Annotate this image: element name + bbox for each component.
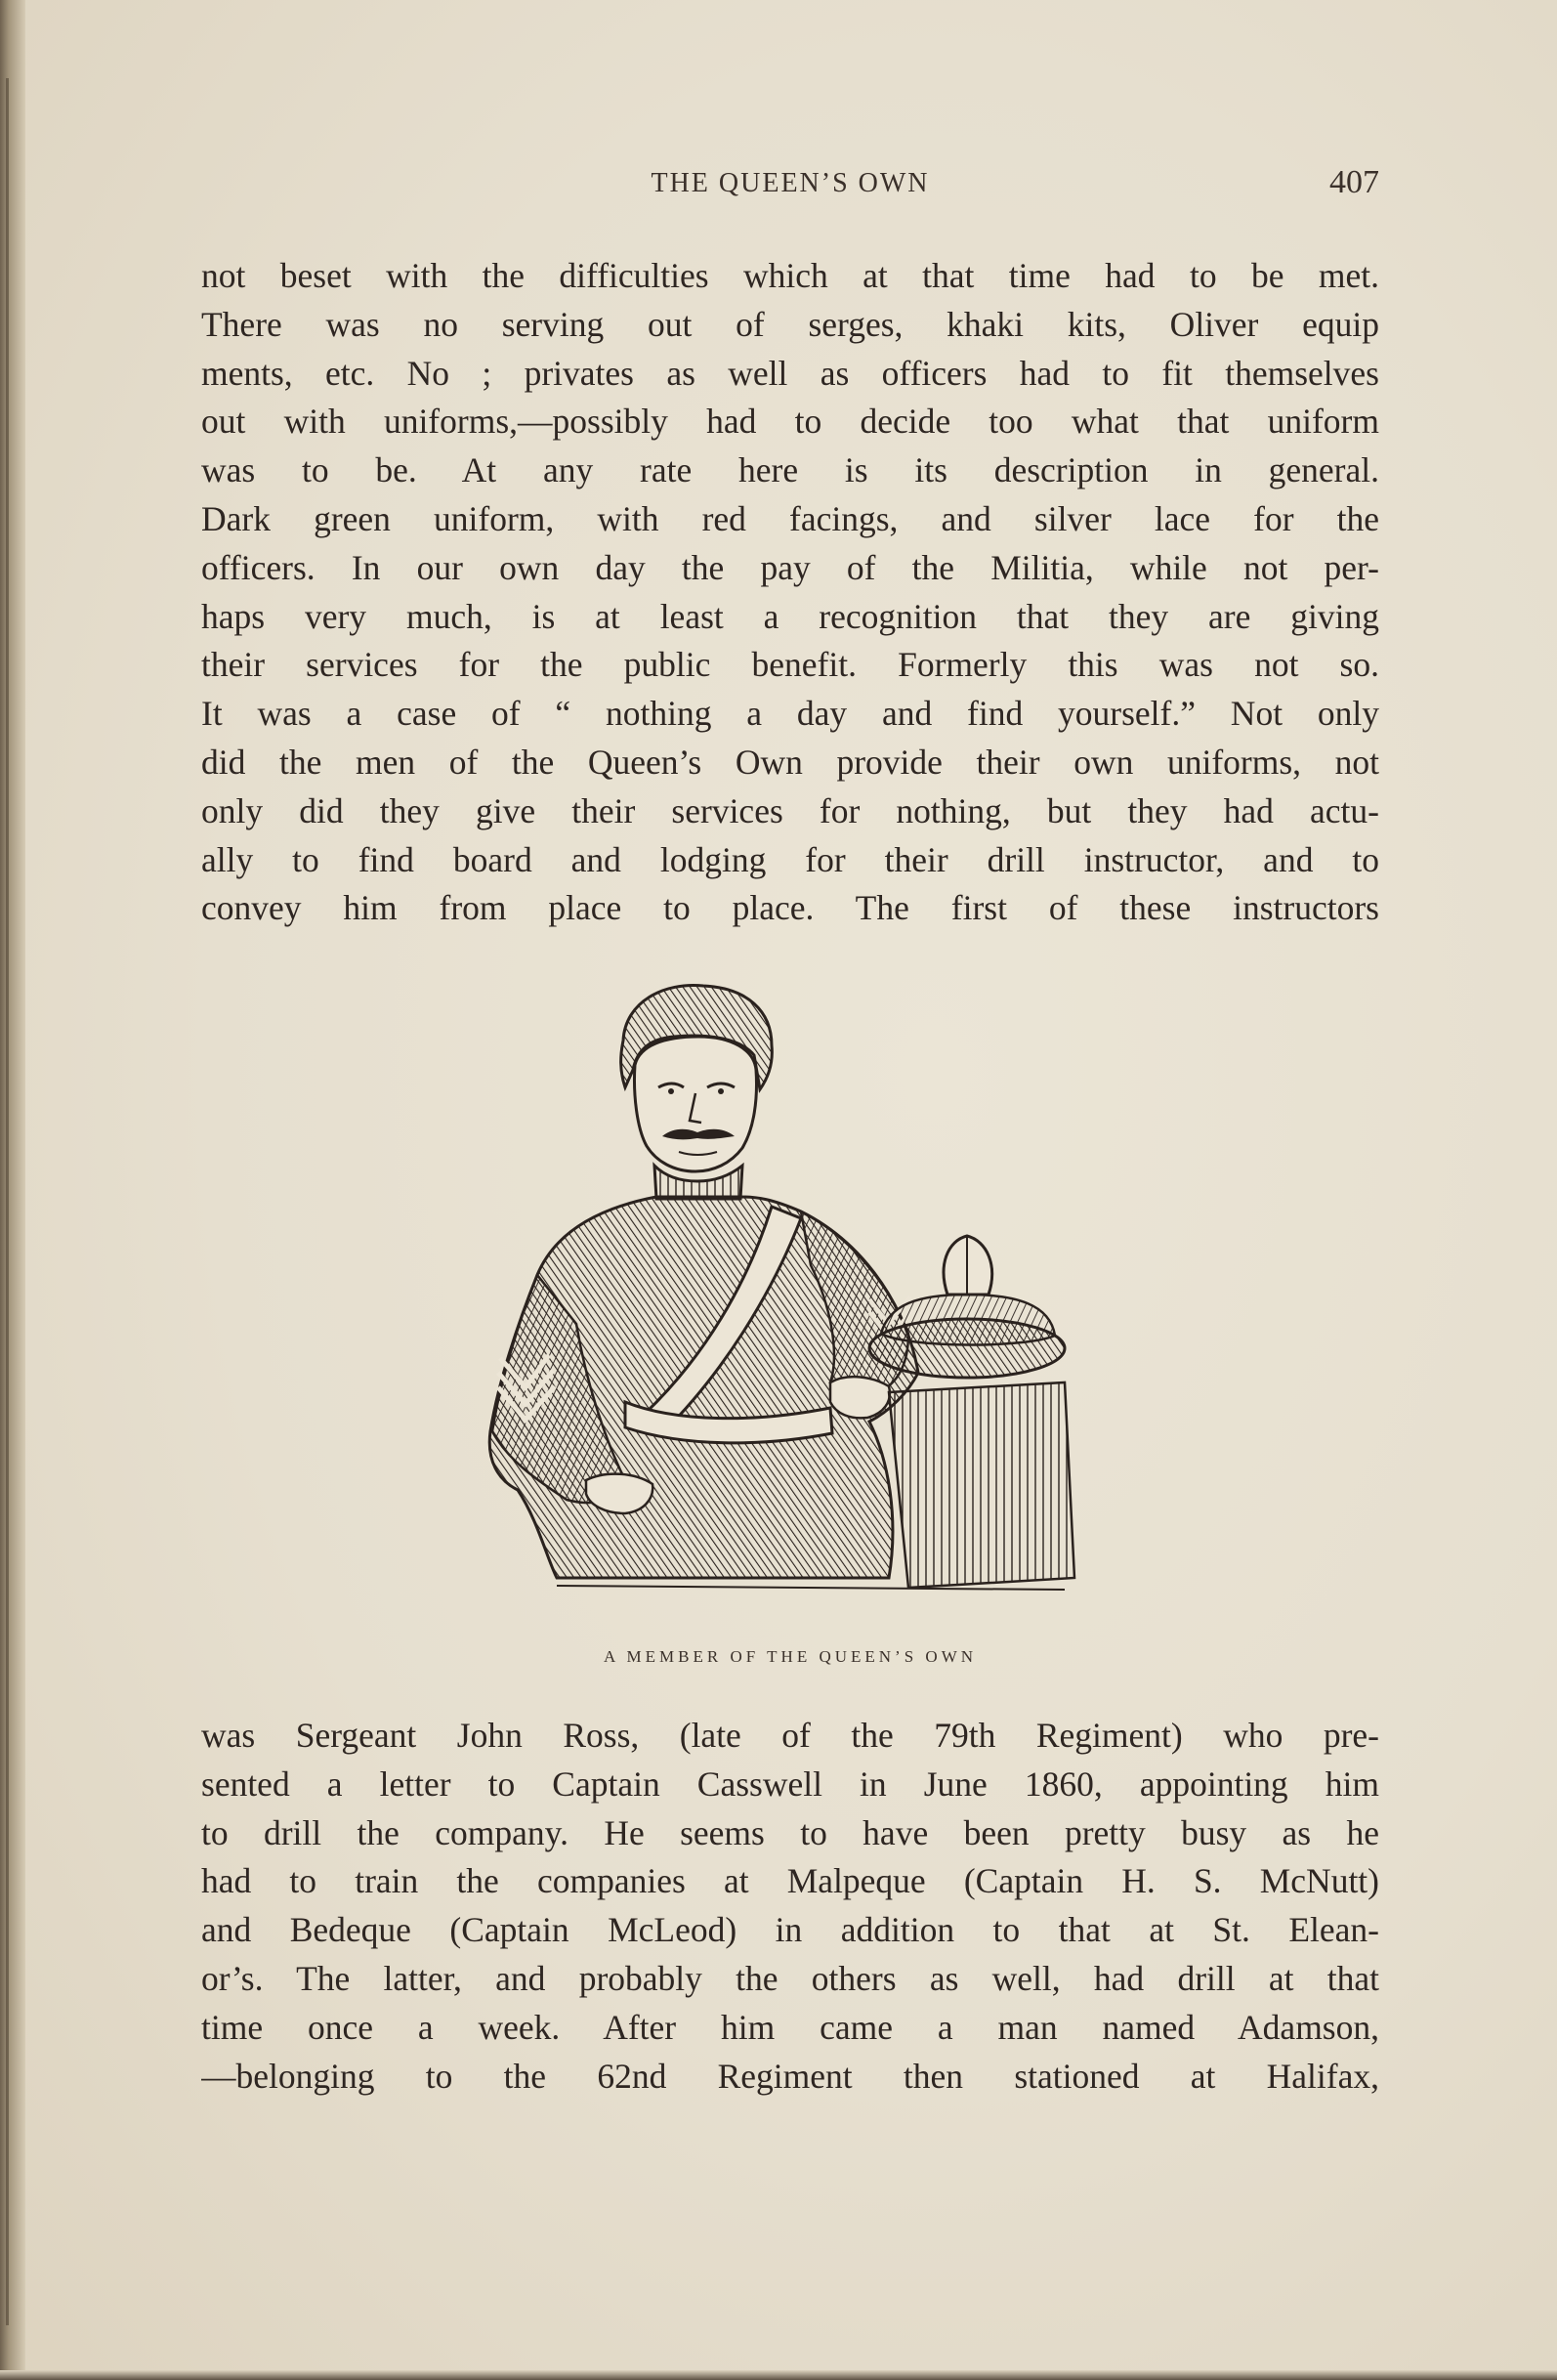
text-line: haps very much, is at least a recognition that they are giving bbox=[201, 596, 1379, 636]
paragraph-top bbox=[201, 252, 1379, 933]
running-head: THE QUEEN’S OWN bbox=[651, 168, 930, 198]
text-line: convey him from place to place. The first of these instructors bbox=[201, 888, 1379, 928]
text-line: ments, etc. No ; privates as well as officers had to fit themselves bbox=[201, 353, 1379, 393]
text-line: only did they give their services for nothing, but they had actu- bbox=[201, 790, 1379, 830]
text-line: It was a case of “ nothing a day and find yourself.” Not only bbox=[201, 694, 1379, 734]
text-line: not beset with the difficulties which at that time had to be met. bbox=[201, 256, 1379, 295]
text-line: their services for the public benefit. Formerly this was not so. bbox=[201, 645, 1379, 685]
text-line: to drill the company. He seems to have been pretty busy as he bbox=[201, 1812, 1379, 1852]
text-line: out with uniforms,—possibly had to decide too what that uniform bbox=[201, 402, 1379, 442]
page-header bbox=[201, 164, 1379, 207]
text-line: had to train the companies at Malpeque (Captain H. S. McNutt) bbox=[201, 1861, 1379, 1901]
text-line: ally to find board and lodging for their drill instructor, and to bbox=[201, 839, 1379, 879]
page-bottom-edge bbox=[0, 2370, 1557, 2380]
text-line: was to be. At any rate here is its description in general. bbox=[201, 450, 1379, 490]
text-line: sented a letter to Captain Casswell in June 1860, appointing him bbox=[201, 1764, 1379, 1804]
page-number: 407 bbox=[1329, 164, 1379, 200]
text-line: was Sergeant John Ross, (late of the 79th Regiment) who pre- bbox=[201, 1716, 1379, 1755]
text-line: and Bedeque (Captain McLeod) in addition to that at St. Elean- bbox=[201, 1910, 1379, 1950]
text-line: Dark green uniform, with red facings, and silver lace for the bbox=[201, 498, 1379, 538]
figure-caption: A MEMBER OF THE QUEEN’S OWN bbox=[603, 1647, 978, 1666]
paragraph-bottom bbox=[201, 1712, 1379, 2101]
text-line: There was no serving out of serges, khaki kits, Oliver equip bbox=[201, 304, 1379, 344]
binding-edge bbox=[6, 78, 9, 2325]
illustration-soldier bbox=[479, 972, 1104, 1617]
text-line: or’s. The latter, and probably the others as well, had drill at that bbox=[201, 1958, 1379, 1998]
text-line: officers. In our own day the pay of the Militia, while not per- bbox=[201, 547, 1379, 587]
text-line: did the men of the Queen’s Own provide their own uniforms, not bbox=[201, 742, 1379, 782]
text-line: —belonging to the 62nd Regiment then stationed at Halifax, bbox=[201, 2056, 1379, 2096]
text-line: time once a week. After him came a man named Adamson, bbox=[201, 2007, 1379, 2047]
page-gutter bbox=[0, 0, 25, 2380]
